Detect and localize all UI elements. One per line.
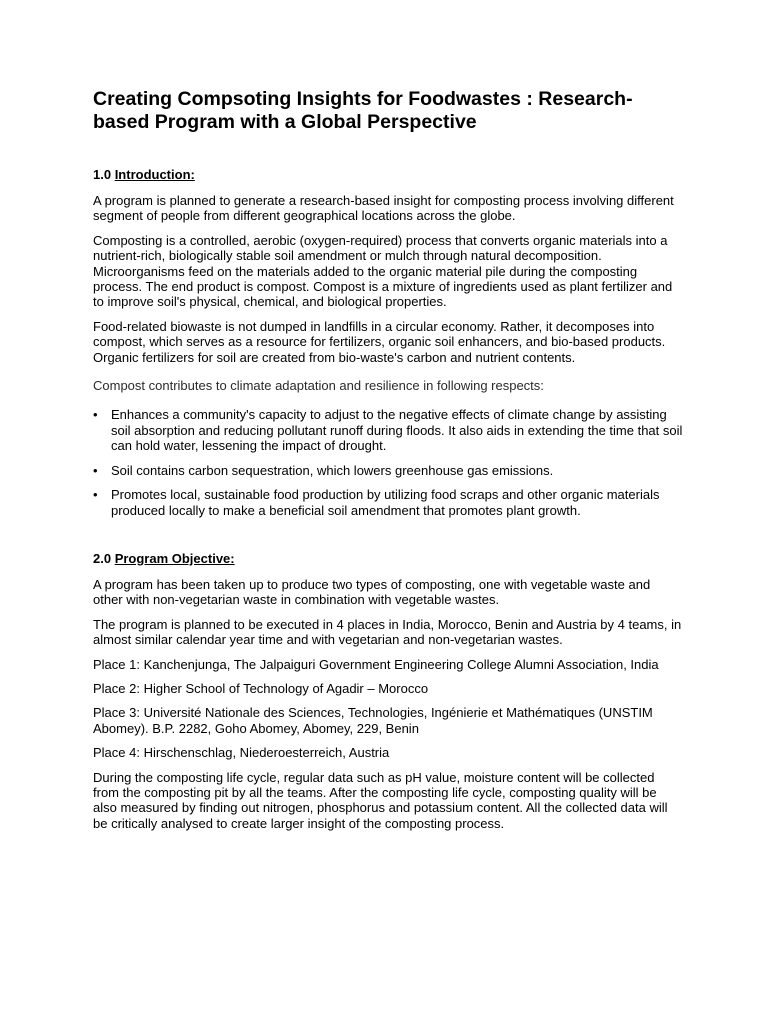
- bullet-icon: •: [93, 407, 98, 423]
- section-2-title: Program Objective:: [114, 550, 235, 566]
- list-item: [93, 463, 683, 478]
- section-1-number: 1.0: [93, 167, 115, 182]
- place-line: Place 2: Higher School of Technology of Agadir – Morocco: [93, 680, 429, 696]
- bullet-list: [93, 407, 683, 518]
- list-item-text: Enhances a community's capacity to adjust to the negative effects of climate change by assisting soil absorption and reducing pollutant runoff during floods. It also aids in extending the time that soil can hold water, lessening the impact of drought.: [111, 407, 683, 454]
- list-item-text: Promotes local, sustainable food production by utilizing food scraps and other organic materials produced locally to make a beneficial soil amendment that promotes plant growth.: [111, 487, 660, 518]
- list-item: [93, 487, 683, 518]
- place-line: Place 4: Hirschenschlag, Niederoesterreich, Austria: [93, 745, 390, 761]
- section-2-heading: [93, 551, 680, 567]
- place-line: Place 1: Kanchenjunga, The Jalpaiguri Government Engineering College Alumni Association, India: [93, 656, 659, 672]
- paragraph: A program is planned to generate a research-based insight for composting process involving different segment of people from different geographical locations across the globe.: [93, 193, 674, 224]
- paragraph: A program has been taken up to produce two types of composting, one with vegetable waste and other with non-vegetarian waste in combination with vegetable wastes.: [93, 576, 651, 608]
- place-line: Place 3: Université Nationale des Sciences, Technologies, Ingénierie et Mathématiques (UNSTIM Abomey). B.P. 2282, Goho Abomey, Abomey, 229, Benin: [93, 705, 653, 736]
- list-item: [93, 407, 683, 453]
- section-1-title: Introduction:: [114, 167, 195, 182]
- document-title: Creating Compsoting Insights for Foodwastes : Research-based Program with a Global Perspective: [93, 88, 633, 133]
- paragraph: Food-related biowaste is not dumped in landfills in a circular economy. Rather, it decomposes into compost, which serves as a resource for fertilizers, organic soil enhancers, and bio-based products. Organic fertilizers for soil are created from bio-waste's carbon and nutrient contents.: [93, 318, 666, 365]
- list-intro: Compost contributes to climate adaptation and resilience in following respects:: [93, 378, 544, 394]
- bullet-icon: •: [93, 487, 98, 503]
- section-2-number: 2.0: [93, 550, 115, 566]
- paragraph: During the composting life cycle, regular data such as pH value, moisture content will be collected from the composting pit by all the teams. After the composting life cycle, composting quality will be also measured by finding out nitrogen, phosphorus and potassium content. All the collected data will be critically analysed to create larger insight of the composting process.: [93, 769, 668, 831]
- bullet-icon: •: [93, 462, 98, 478]
- paragraph: The program is planned to be executed in 4 places in India, Morocco, Benin and Austria by 4 teams, in almost similar calendar year time and with vegetarian and non-vegetarian wastes.: [93, 616, 682, 648]
- list-item-text: Soil contains carbon sequestration, which lowers greenhouse gas emissions.: [111, 462, 554, 478]
- section-1-heading: [93, 167, 680, 183]
- paragraph: Composting is a controlled, aerobic (oxygen-required) process that converts organic materials into a nutrient-rich, biologically stable soil amendment or mulch through natural decomposition. Microorganisms feed on the materials added to the organic material pile during the composting process. The end product is compost. Compost is a mixture of ingredients used as plant fertilizer and to improve soil's physical, chemical, and biological properties.: [93, 232, 673, 310]
